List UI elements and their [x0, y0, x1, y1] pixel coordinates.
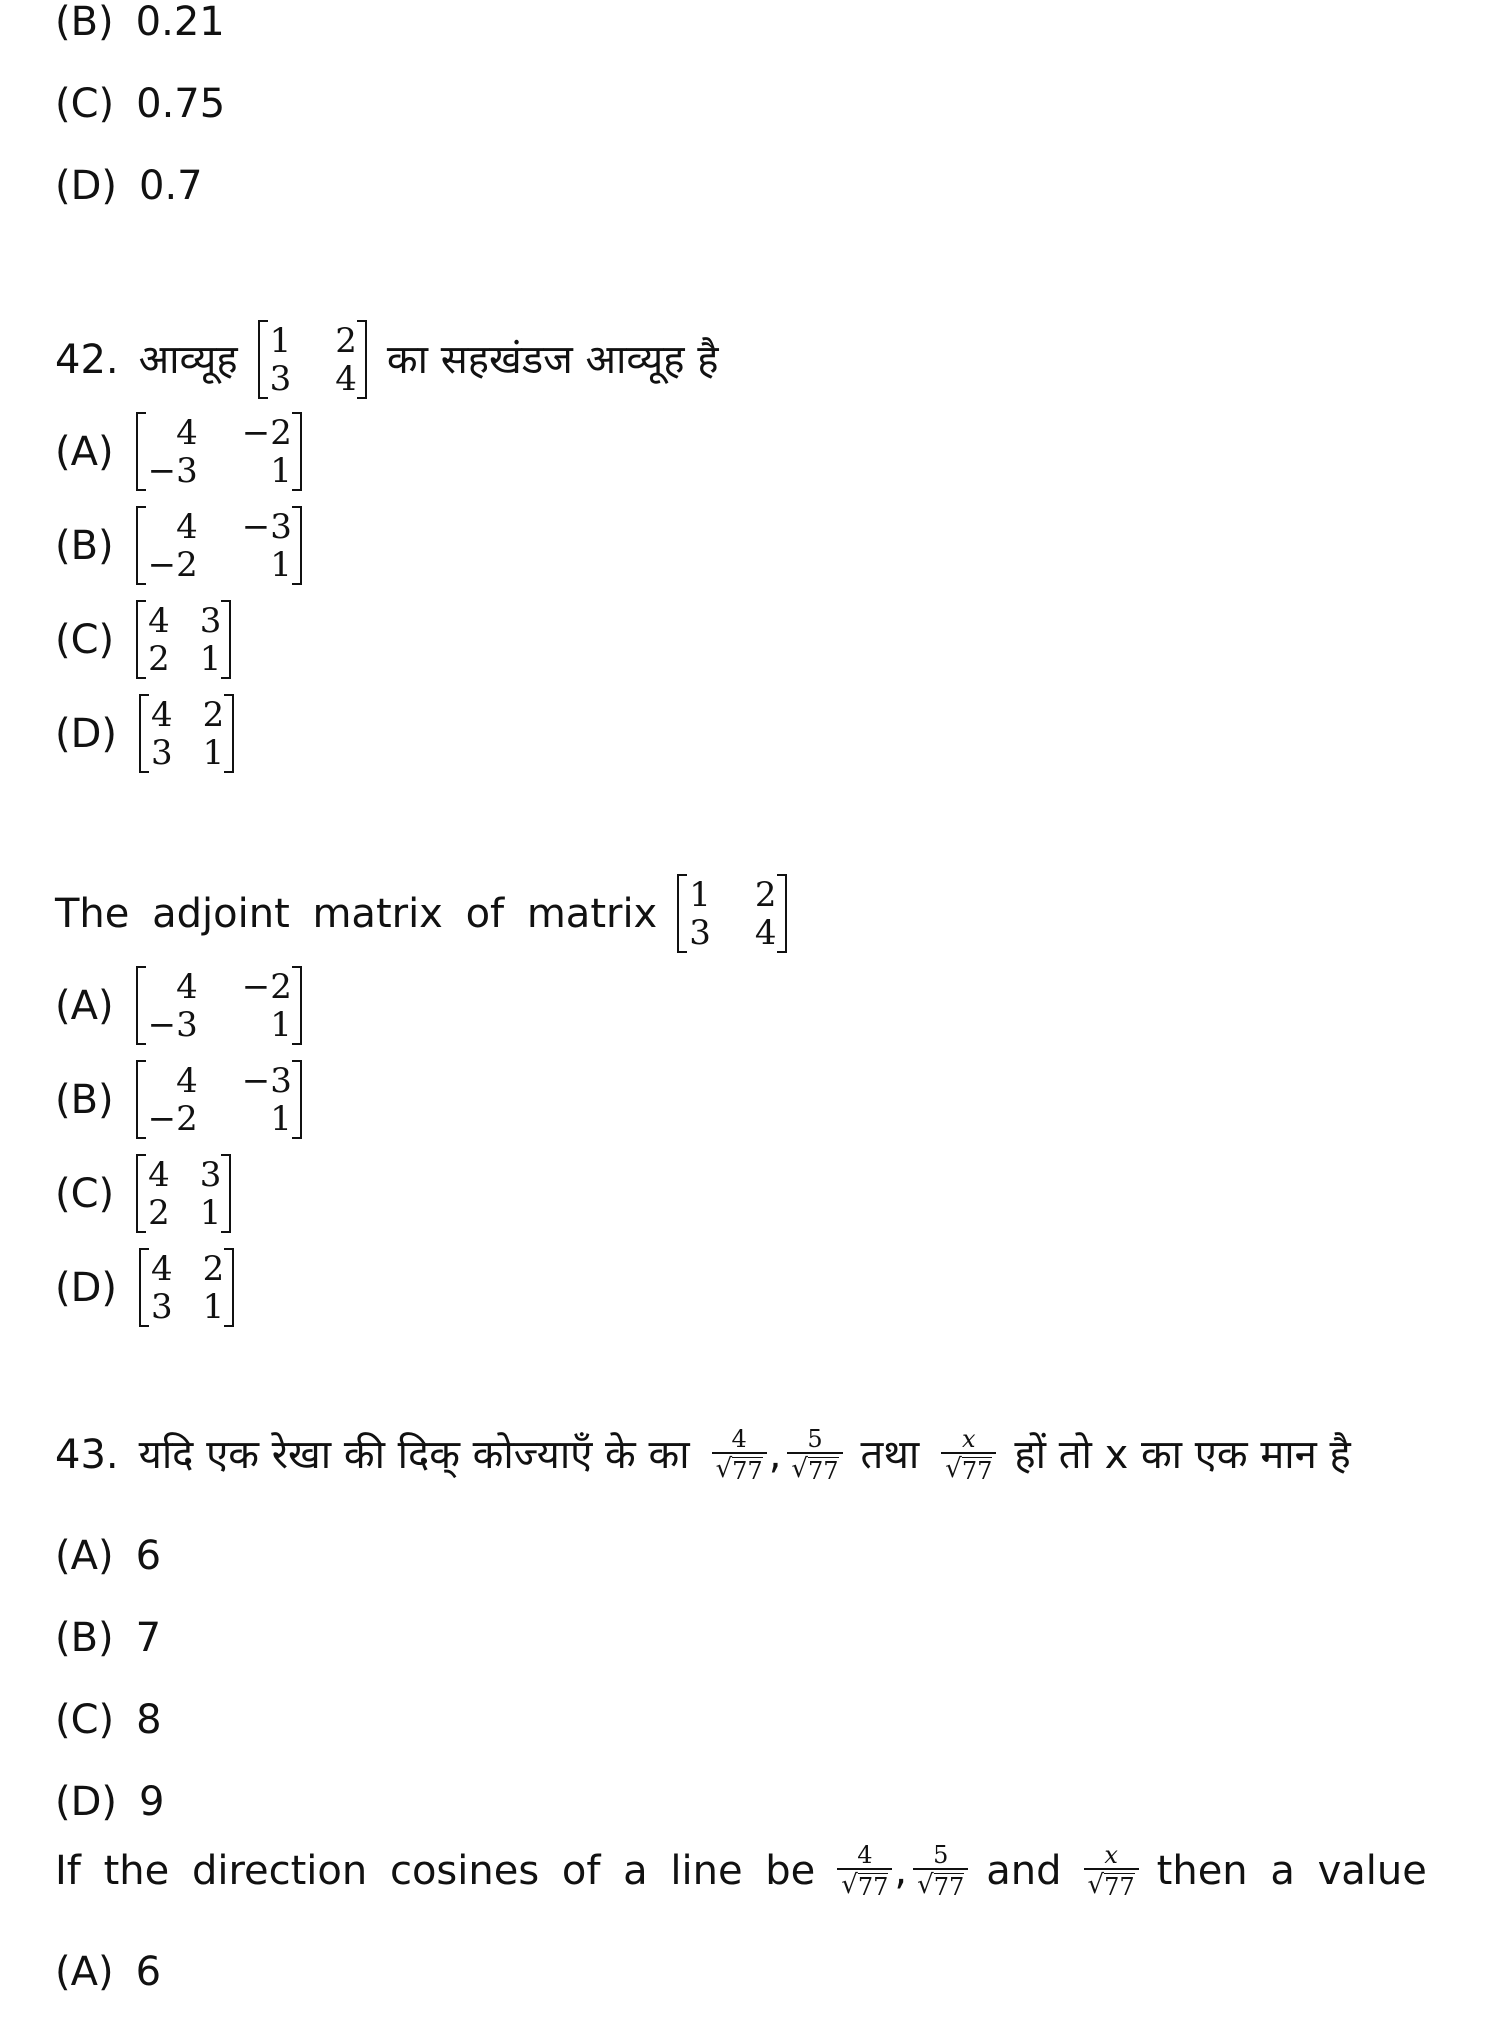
question-text-after: हों तो x का एक मान है: [1014, 1431, 1351, 1478]
option-label: (D): [55, 710, 118, 757]
fraction-denominator: [712, 1452, 767, 1484]
question-text-after: then a value: [1156, 1847, 1427, 1894]
matrix-cell: −2: [147, 544, 198, 585]
option-value: 0.75: [136, 81, 226, 127]
q42-hindi-option-c: [55, 600, 251, 679]
fraction-5-root77: [787, 1426, 842, 1484]
option-label: (C): [55, 1170, 115, 1217]
matrix-cell: 1: [202, 1286, 225, 1327]
matrix-cell: 1: [269, 321, 292, 361]
fraction-numerator: 5: [933, 1841, 949, 1869]
comma: ,: [894, 1847, 908, 1894]
radicand: 77: [857, 1872, 889, 1901]
option-label: (A): [55, 1949, 114, 1995]
option-label: (B): [55, 522, 114, 569]
matrix-cell: 4: [151, 695, 173, 735]
matrix-cell: 4: [176, 507, 198, 547]
option-matrix: [139, 1248, 234, 1327]
question-text-before: यदि एक रेखा की दिक् कोज्याएँ के का: [138, 1431, 690, 1478]
sqrt-icon: √: [945, 1454, 962, 1485]
option-value: 0.21: [135, 0, 225, 45]
matrix-cell: 3: [151, 732, 173, 773]
radicand: 77: [807, 1456, 839, 1485]
option-value: 9: [139, 1779, 165, 1825]
fraction-numerator: 5: [807, 1425, 823, 1453]
option-label: (B): [55, 0, 114, 45]
fraction-4-root77: [712, 1426, 767, 1484]
matrix-cell: 1: [689, 875, 711, 915]
sqrt-icon: √: [841, 1870, 858, 1901]
option-matrix: [136, 412, 302, 491]
q43-hindi-option-d: [55, 1779, 165, 1825]
matrix-cell: 2: [148, 638, 170, 679]
question-number: 42.: [55, 336, 119, 383]
question-mid-word: and: [986, 1847, 1062, 1894]
q42-hindi-option-d: [55, 694, 254, 773]
fraction-x-root77: [941, 1426, 996, 1484]
q42-english-option-a: [55, 966, 322, 1045]
matrix-cell: −3: [147, 1004, 198, 1045]
option-value: 7: [135, 1615, 162, 1661]
option-value: 0.7: [139, 163, 203, 209]
fraction-numerator: 4: [857, 1841, 873, 1869]
matrix-cell: −3: [241, 1061, 292, 1101]
q43-english-option-a: [55, 1949, 162, 1995]
matrix-cell: 2: [335, 321, 357, 361]
q43-hindi-question: [55, 1426, 1371, 1484]
matrix-cell: −3: [147, 450, 198, 491]
question-matrix: [258, 320, 367, 399]
q42-english-option-d: [55, 1248, 254, 1327]
fraction-x-root77: [1084, 1842, 1139, 1900]
matrix-cell: 2: [202, 695, 225, 735]
matrix-cell: 4: [176, 1061, 198, 1101]
option-matrix: [136, 1154, 231, 1233]
question-matrix: [677, 874, 786, 953]
option-label: (A): [55, 1533, 114, 1579]
q42-hindi-option-b: [55, 506, 322, 585]
matrix-cell: 4: [148, 1155, 170, 1195]
option-matrix: [136, 1060, 302, 1139]
sqrt-icon: √: [1087, 1870, 1105, 1901]
matrix-cell: 4: [335, 358, 357, 399]
matrix-cell: 1: [199, 1192, 222, 1233]
option-label: (C): [55, 81, 115, 127]
matrix-cell: 3: [689, 912, 711, 953]
radicand: 77: [732, 1456, 763, 1485]
option-matrix: [136, 600, 231, 679]
option-label: (D): [55, 1779, 118, 1825]
option-label: (C): [55, 1697, 115, 1743]
option-value: 6: [135, 1533, 162, 1579]
option-value: 6: [135, 1949, 162, 1995]
q41-option-c: [55, 81, 226, 127]
fraction-5-root77: [913, 1842, 968, 1900]
radicand: 77: [961, 1456, 993, 1485]
fraction-denominator: [837, 1868, 892, 1900]
fraction-4-root77: [837, 1842, 892, 1900]
matrix-cell: 1: [270, 544, 292, 585]
q42-english-option-b: [55, 1060, 322, 1139]
question-text-after: का सहखंडज आव्यूह है: [386, 336, 719, 383]
matrix-cell: 2: [148, 1192, 170, 1233]
option-matrix: [136, 506, 302, 585]
option-label: (D): [55, 163, 118, 209]
matrix-cell: −2: [241, 967, 292, 1007]
q42-english-question: [55, 874, 807, 953]
option-value: 8: [136, 1697, 162, 1743]
option-label: (B): [55, 1615, 114, 1661]
matrix-cell: 1: [202, 732, 225, 773]
matrix-cell: 4: [176, 413, 198, 453]
question-text-before: आव्यूह: [138, 336, 238, 383]
matrix-cell: 2: [754, 875, 777, 915]
question-text-before: If the direction cosines of a line be: [55, 1847, 816, 1894]
question-text-before: The adjoint matrix of matrix: [55, 890, 658, 937]
matrix-cell: 4: [754, 912, 777, 953]
comma: ,: [768, 1431, 782, 1478]
option-matrix: [139, 694, 234, 773]
radicand: 77: [933, 1872, 965, 1901]
matrix-cell: −3: [241, 507, 292, 547]
fraction-denominator: [941, 1452, 996, 1484]
option-label: (A): [55, 982, 114, 1029]
q43-hindi-option-b: [55, 1615, 162, 1661]
q42-hindi-question: [55, 320, 738, 399]
question-number: 43.: [55, 1431, 119, 1478]
matrix-cell: 1: [270, 1098, 292, 1139]
fraction-denominator: [787, 1452, 842, 1484]
option-matrix: [136, 966, 302, 1045]
matrix-cell: 2: [202, 1249, 225, 1289]
matrix-cell: 1: [270, 1004, 292, 1045]
option-label: (A): [55, 428, 114, 475]
matrix-cell: 4: [176, 967, 198, 1007]
sqrt-icon: √: [791, 1454, 808, 1485]
radicand: 77: [1104, 1872, 1135, 1901]
matrix-cell: 3: [199, 601, 222, 641]
fraction-denominator: [1084, 1868, 1139, 1900]
q42-english-option-c: [55, 1154, 251, 1233]
sqrt-icon: √: [917, 1870, 934, 1901]
matrix-cell: −2: [147, 1098, 198, 1139]
q41-option-b: [55, 0, 225, 45]
option-label: (D): [55, 1264, 118, 1311]
matrix-cell: 3: [269, 358, 292, 399]
sqrt-icon: √: [715, 1454, 733, 1485]
matrix-cell: −2: [241, 413, 292, 453]
matrix-cell: 3: [151, 1286, 173, 1327]
q41-option-d: [55, 163, 203, 209]
q43-english-question: [55, 1842, 1447, 1900]
matrix-cell: 1: [270, 450, 292, 491]
fraction-denominator: [913, 1868, 968, 1900]
fraction-numerator: 4: [731, 1425, 747, 1453]
q42-hindi-option-a: [55, 412, 322, 491]
matrix-cell: 4: [151, 1249, 173, 1289]
option-label: (B): [55, 1076, 114, 1123]
q43-hindi-option-c: [55, 1697, 162, 1743]
matrix-cell: 1: [199, 638, 222, 679]
q43-hindi-option-a: [55, 1533, 162, 1579]
matrix-cell: 3: [199, 1155, 222, 1195]
matrix-cell: 4: [148, 601, 170, 641]
fraction-numerator: x: [1104, 1841, 1118, 1869]
fraction-numerator: x: [962, 1425, 976, 1453]
question-mid-word: तथा: [860, 1431, 920, 1478]
option-label: (C): [55, 616, 115, 663]
